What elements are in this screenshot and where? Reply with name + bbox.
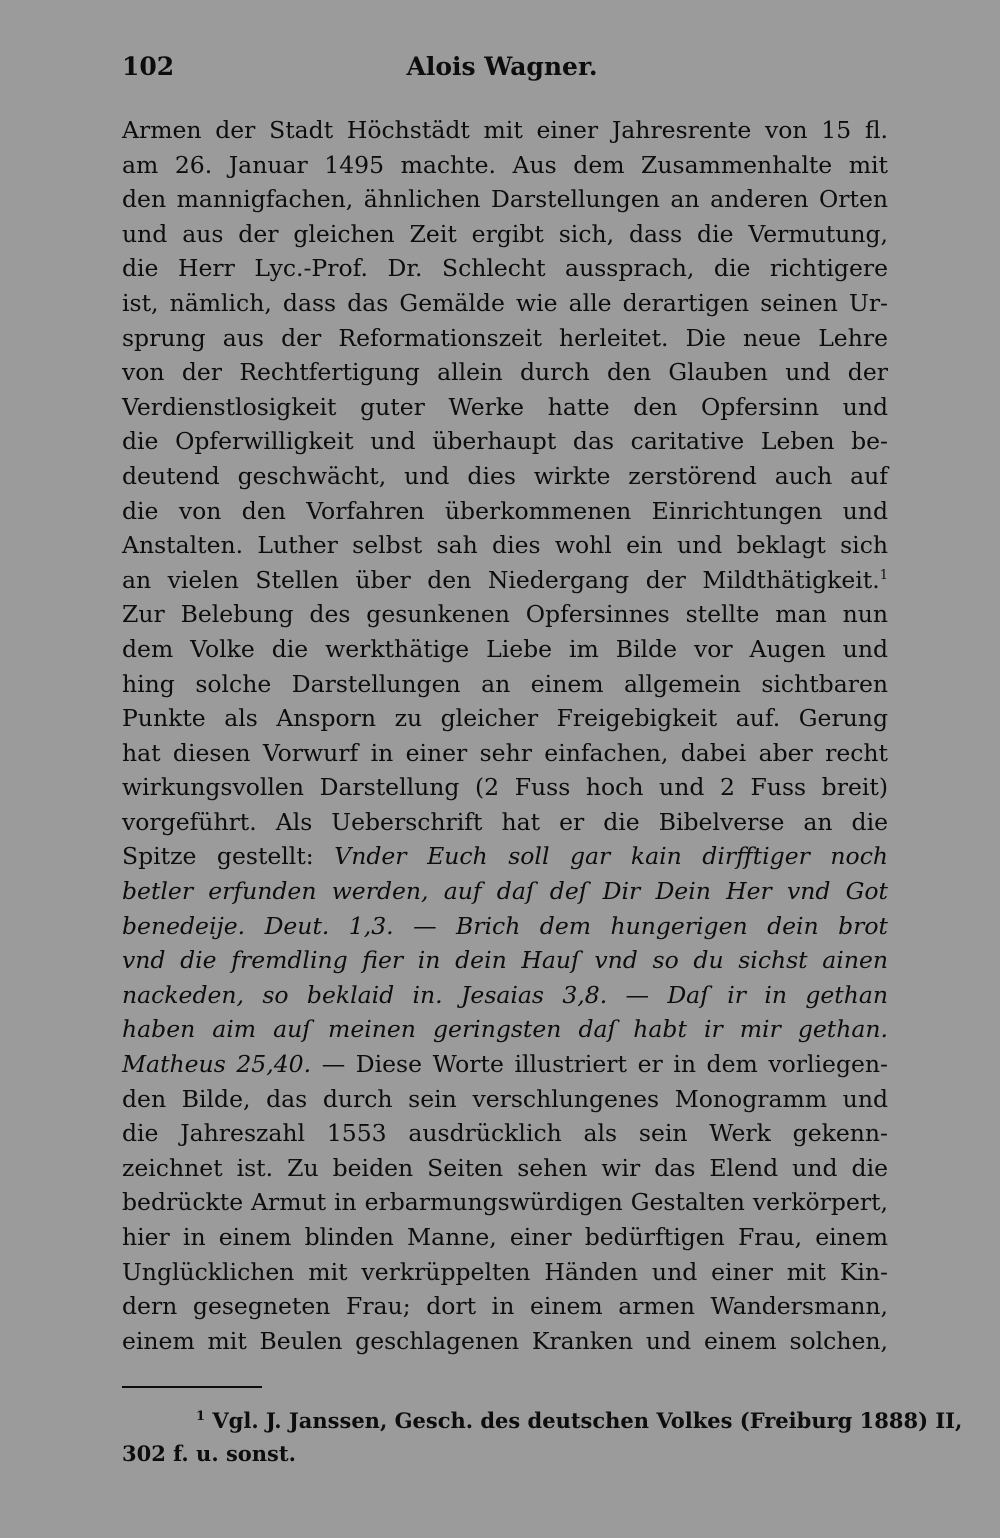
- footnote-text: Vgl. J. Janssen, Gesch. des deutschen Volkes (Freiburg 1888) II,: [212, 1408, 963, 1433]
- bible-quote-line: benedeije. Deut. 1,3. — Brich dem hungerigen dein brot: [122, 911, 888, 940]
- body-text: [122, 113, 888, 1358]
- text-line: vorgeführt. Als Ueberschrift hat er die Bibelverse an die: [122, 807, 888, 836]
- text-line: Punkte als Ansporn zu gleicher Freigebigkeit auf. Gerung: [122, 704, 888, 733]
- text-line: den Bilde, das durch sein verschlungenes Monogramm und: [122, 1084, 888, 1113]
- text-line: wirkungsvollen Darstellung (2 Fuss hoch und 2 Fuss breit): [122, 773, 888, 802]
- text-line: von der Rechtfertigung allein durch den Glauben und der: [122, 358, 888, 387]
- footnote-reference: 1: [879, 567, 888, 583]
- text-line: dem Volke die werkthätige Liebe im Bilde vor Augen und: [122, 634, 888, 663]
- footnote-marker: 1: [196, 1409, 206, 1424]
- bible-quote: Vnder Euch soll gar kain dirfftiger noch: [334, 842, 888, 871]
- text-line: hier in einem blinden Manne, einer bedürftigen Frau, einem: [122, 1223, 888, 1251]
- text-line: sprung aus der Reformationszeit herleitet. Die neue Lehre: [122, 323, 888, 352]
- footnote-line: 302 f. u. sonst.: [122, 1441, 296, 1466]
- text-line: deutend geschwächt, und dies wirkte zerstörend auch auf: [122, 461, 888, 490]
- footnote: [122, 1404, 963, 1470]
- text-line: dern gesegneten Frau; dort in einem armen Wandersmann,: [122, 1292, 888, 1321]
- text-line-content: — Diese Worte illustriert er in dem vorliegen-: [321, 1050, 888, 1079]
- text-line: die von den Vorfahren überkommenen Einrichtungen und: [122, 496, 888, 525]
- text-line-mixed: [122, 1047, 888, 1082]
- page-number: 102: [122, 52, 175, 81]
- text-line: Unglücklichen mit verkrüppelten Händen und einer mit Kin-: [122, 1257, 888, 1286]
- bible-quote-line: nackeden, so beklaid in. Jesaias 3,8. — Daſ ir in gethan: [122, 980, 888, 1009]
- running-head: Alois Wagner.: [406, 52, 598, 81]
- text-line: und aus der gleichen Zeit ergibt sich, dass die Vermutung,: [122, 219, 888, 248]
- bible-quote-line: betler erfunden werden, auf daſ deſ Dir Dein Her vnd Got: [122, 877, 888, 906]
- text-line: hat diesen Vorwurf in einer sehr einfachen, dabei aber recht: [122, 738, 888, 767]
- text-line: am 26. Januar 1495 machte. Aus dem Zusammenhalte mit: [122, 150, 888, 179]
- page-header: [122, 52, 882, 88]
- text-line-mixed: [122, 839, 888, 874]
- text-line: die Herr Lyc.-Prof. Dr. Schlecht aussprach, die richtigere: [122, 254, 888, 283]
- text-line: hing solche Darstellungen an einem allgemein sichtbaren: [122, 669, 888, 698]
- footnote-divider: [122, 1386, 262, 1388]
- bible-quote-line: vnd die fremdling fier in dein Hauſ vnd so du sichst ainen: [122, 946, 888, 975]
- text-line-with-footnote-ref: [122, 563, 888, 598]
- text-line: den mannigfachen, ähnlichen Darstellungen an anderen Orten: [122, 185, 888, 214]
- bible-quote: Matheus 25,40.: [122, 1050, 312, 1079]
- text-line: zeichnet ist. Zu beiden Seiten sehen wir das Elend und die: [122, 1153, 888, 1182]
- text-line: die Jahreszahl 1553 ausdrücklich als sein Werk gekenn-: [122, 1119, 888, 1148]
- text-line-content: Spitze gestellt:: [122, 842, 314, 871]
- text-line: Anstalten. Luther selbst sah dies wohl ein und beklagt sich: [122, 531, 888, 560]
- text-line: ist, nämlich, dass das Gemälde wie alle derartigen seinen Ur-: [122, 288, 888, 317]
- text-line: die Opferwilligkeit und überhaupt das caritative Leben be-: [122, 427, 888, 456]
- text-line-content: an vielen Stellen über den Niedergang der Mildthätigkeit.: [122, 565, 880, 594]
- text-line: Armen der Stadt Höchstädt mit einer Jahresrente von 15 fl.: [122, 116, 888, 144]
- text-line: bedrückte Armut in erbarmungswürdigen Gestalten verkörpert,: [122, 1188, 888, 1217]
- bible-quote-line: haben aim auſ meinen geringsten daſ habt ir mir gethan.: [122, 1015, 888, 1044]
- footnote-line: [122, 1404, 963, 1437]
- text-line: einem mit Beulen geschlagenen Kranken und einem solchen,: [122, 1326, 888, 1355]
- text-line: Verdienstlosigkeit guter Werke hatte den Opfersinn und: [122, 392, 888, 421]
- text-line: Zur Belebung des gesunkenen Opfersinnes stellte man nun: [122, 600, 888, 629]
